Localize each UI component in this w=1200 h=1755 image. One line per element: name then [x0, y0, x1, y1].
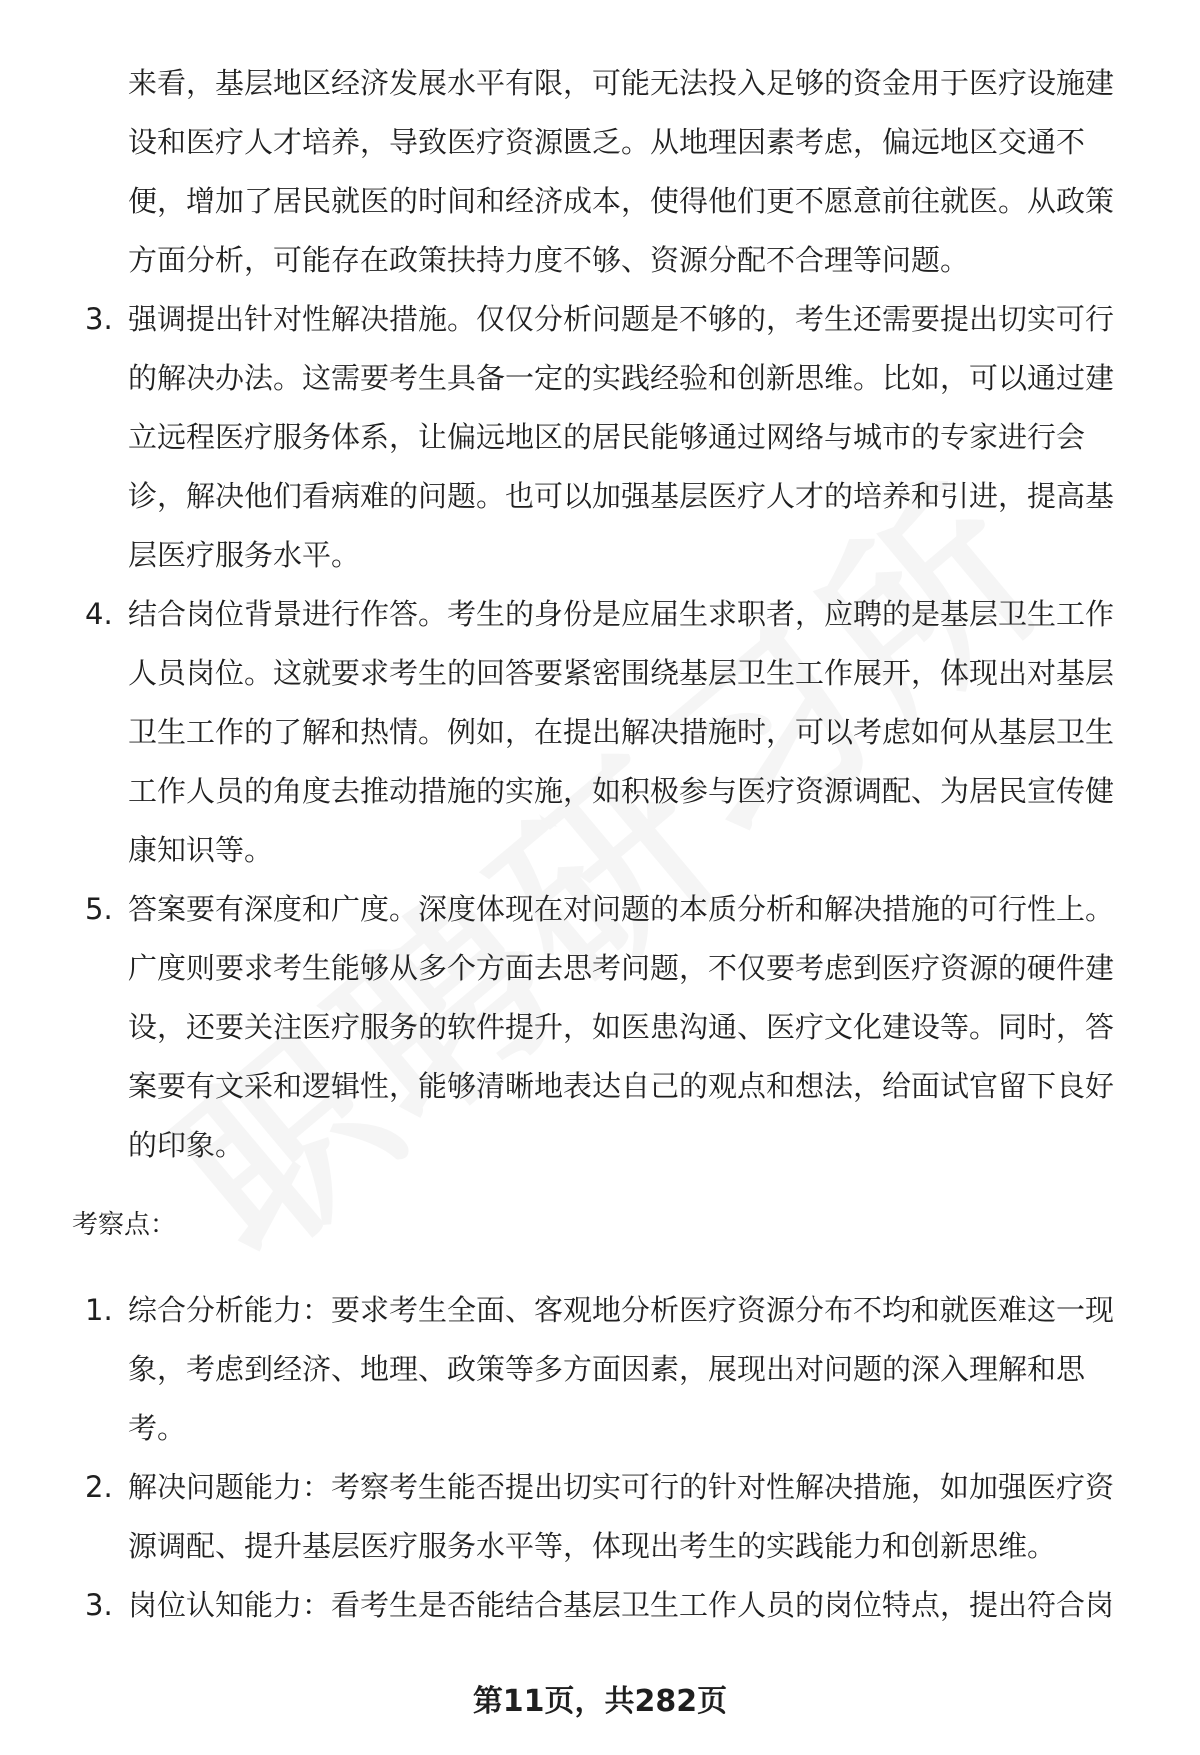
- list-item-text: 综合分析能力：要求考生全面、客观地分析医疗资源分布不均和就医难这一现象，考虑到经济、地理、政策等多方面因素，展现出对问题的深入理解和思考。: [128, 1293, 1115, 1445]
- section-title: 考察点：: [72, 1210, 177, 1240]
- list-item: [72, 880, 1142, 1175]
- list-number: 2.: [85, 1470, 113, 1504]
- list-item: [72, 1281, 1142, 1458]
- list-item: [72, 1576, 1142, 1635]
- list-item: [72, 1458, 1142, 1576]
- list-item-text: 岗位认知能力：看考生是否能结合基层卫生工作人员的岗位特点，提出符合岗: [128, 1588, 1115, 1622]
- list-number: 1.: [85, 1293, 113, 1327]
- list-number: 5.: [85, 892, 113, 926]
- page-footer: 第11页，共282页: [472, 1684, 728, 1719]
- list-number: 3.: [85, 1588, 113, 1622]
- requirements-list: [72, 290, 1142, 1175]
- continued-paragraph: [72, 54, 1142, 290]
- list-item-text: 强调提出针对性解决措施。仅仅分析问题是不够的，考生还需要提出切实可行的解决办法。这需要考生具备一定的实践经验和创新思维。比如，可以通过建立远程医疗服务体系，让偏远地区的居民能够通过网络与城市的专家进行会诊，解决他们看病难的问题。也可以加强基层医疗人才的培养和引进，提高基层医疗服务水平。: [128, 302, 1115, 572]
- assessment-points-list: [72, 1281, 1142, 1635]
- list-item-text: 解决问题能力：考察考生能否提出切实可行的针对性解决措施，如加强医疗资源调配、提升基层医疗服务水平等，体现出考生的实践能力和创新思维。: [128, 1470, 1115, 1563]
- list-item-text: 结合岗位背景进行作答。考生的身份是应届生求职者，应聘的是基层卫生工作人员岗位。这就要求考生的回答要紧密围绕基层卫生工作展开，体现出对基层卫生工作的了解和热情。例如，在提出解决措施时，可以考虑如何从基层卫生工作人员的角度去推动措施的实施，如积极参与医疗资源调配、为居民宣传健康知识等。: [128, 597, 1115, 867]
- paragraph-text: 来看，基层地区经济发展水平有限，可能无法投入足够的资金用于医疗设施建设和医疗人才培养，导致医疗资源匮乏。从地理因素考虑，偏远地区交通不便，增加了居民就医的时间和经济成本，使得他们更不愿意前往就医。从政策方面分析，可能存在政策扶持力度不够、资源分配不合理等问题。: [128, 66, 1115, 277]
- list-item: [72, 585, 1142, 880]
- list-number: 4.: [85, 597, 113, 631]
- list-number: 3.: [85, 302, 113, 336]
- list-item-text: 答案要有深度和广度。深度体现在对问题的本质分析和解决措施的可行性上。广度则要求考生能够从多个方面去思考问题，不仅要考虑到医疗资源的硬件建设，还要关注医疗服务的软件提升，如医患沟通、医疗文化建设等。同时，答案要有文采和逻辑性，能够清晰地表达自己的观点和想法，给面试官留下良好的印象。: [128, 892, 1115, 1162]
- page-content: [72, 54, 1142, 1635]
- list-item: [72, 290, 1142, 585]
